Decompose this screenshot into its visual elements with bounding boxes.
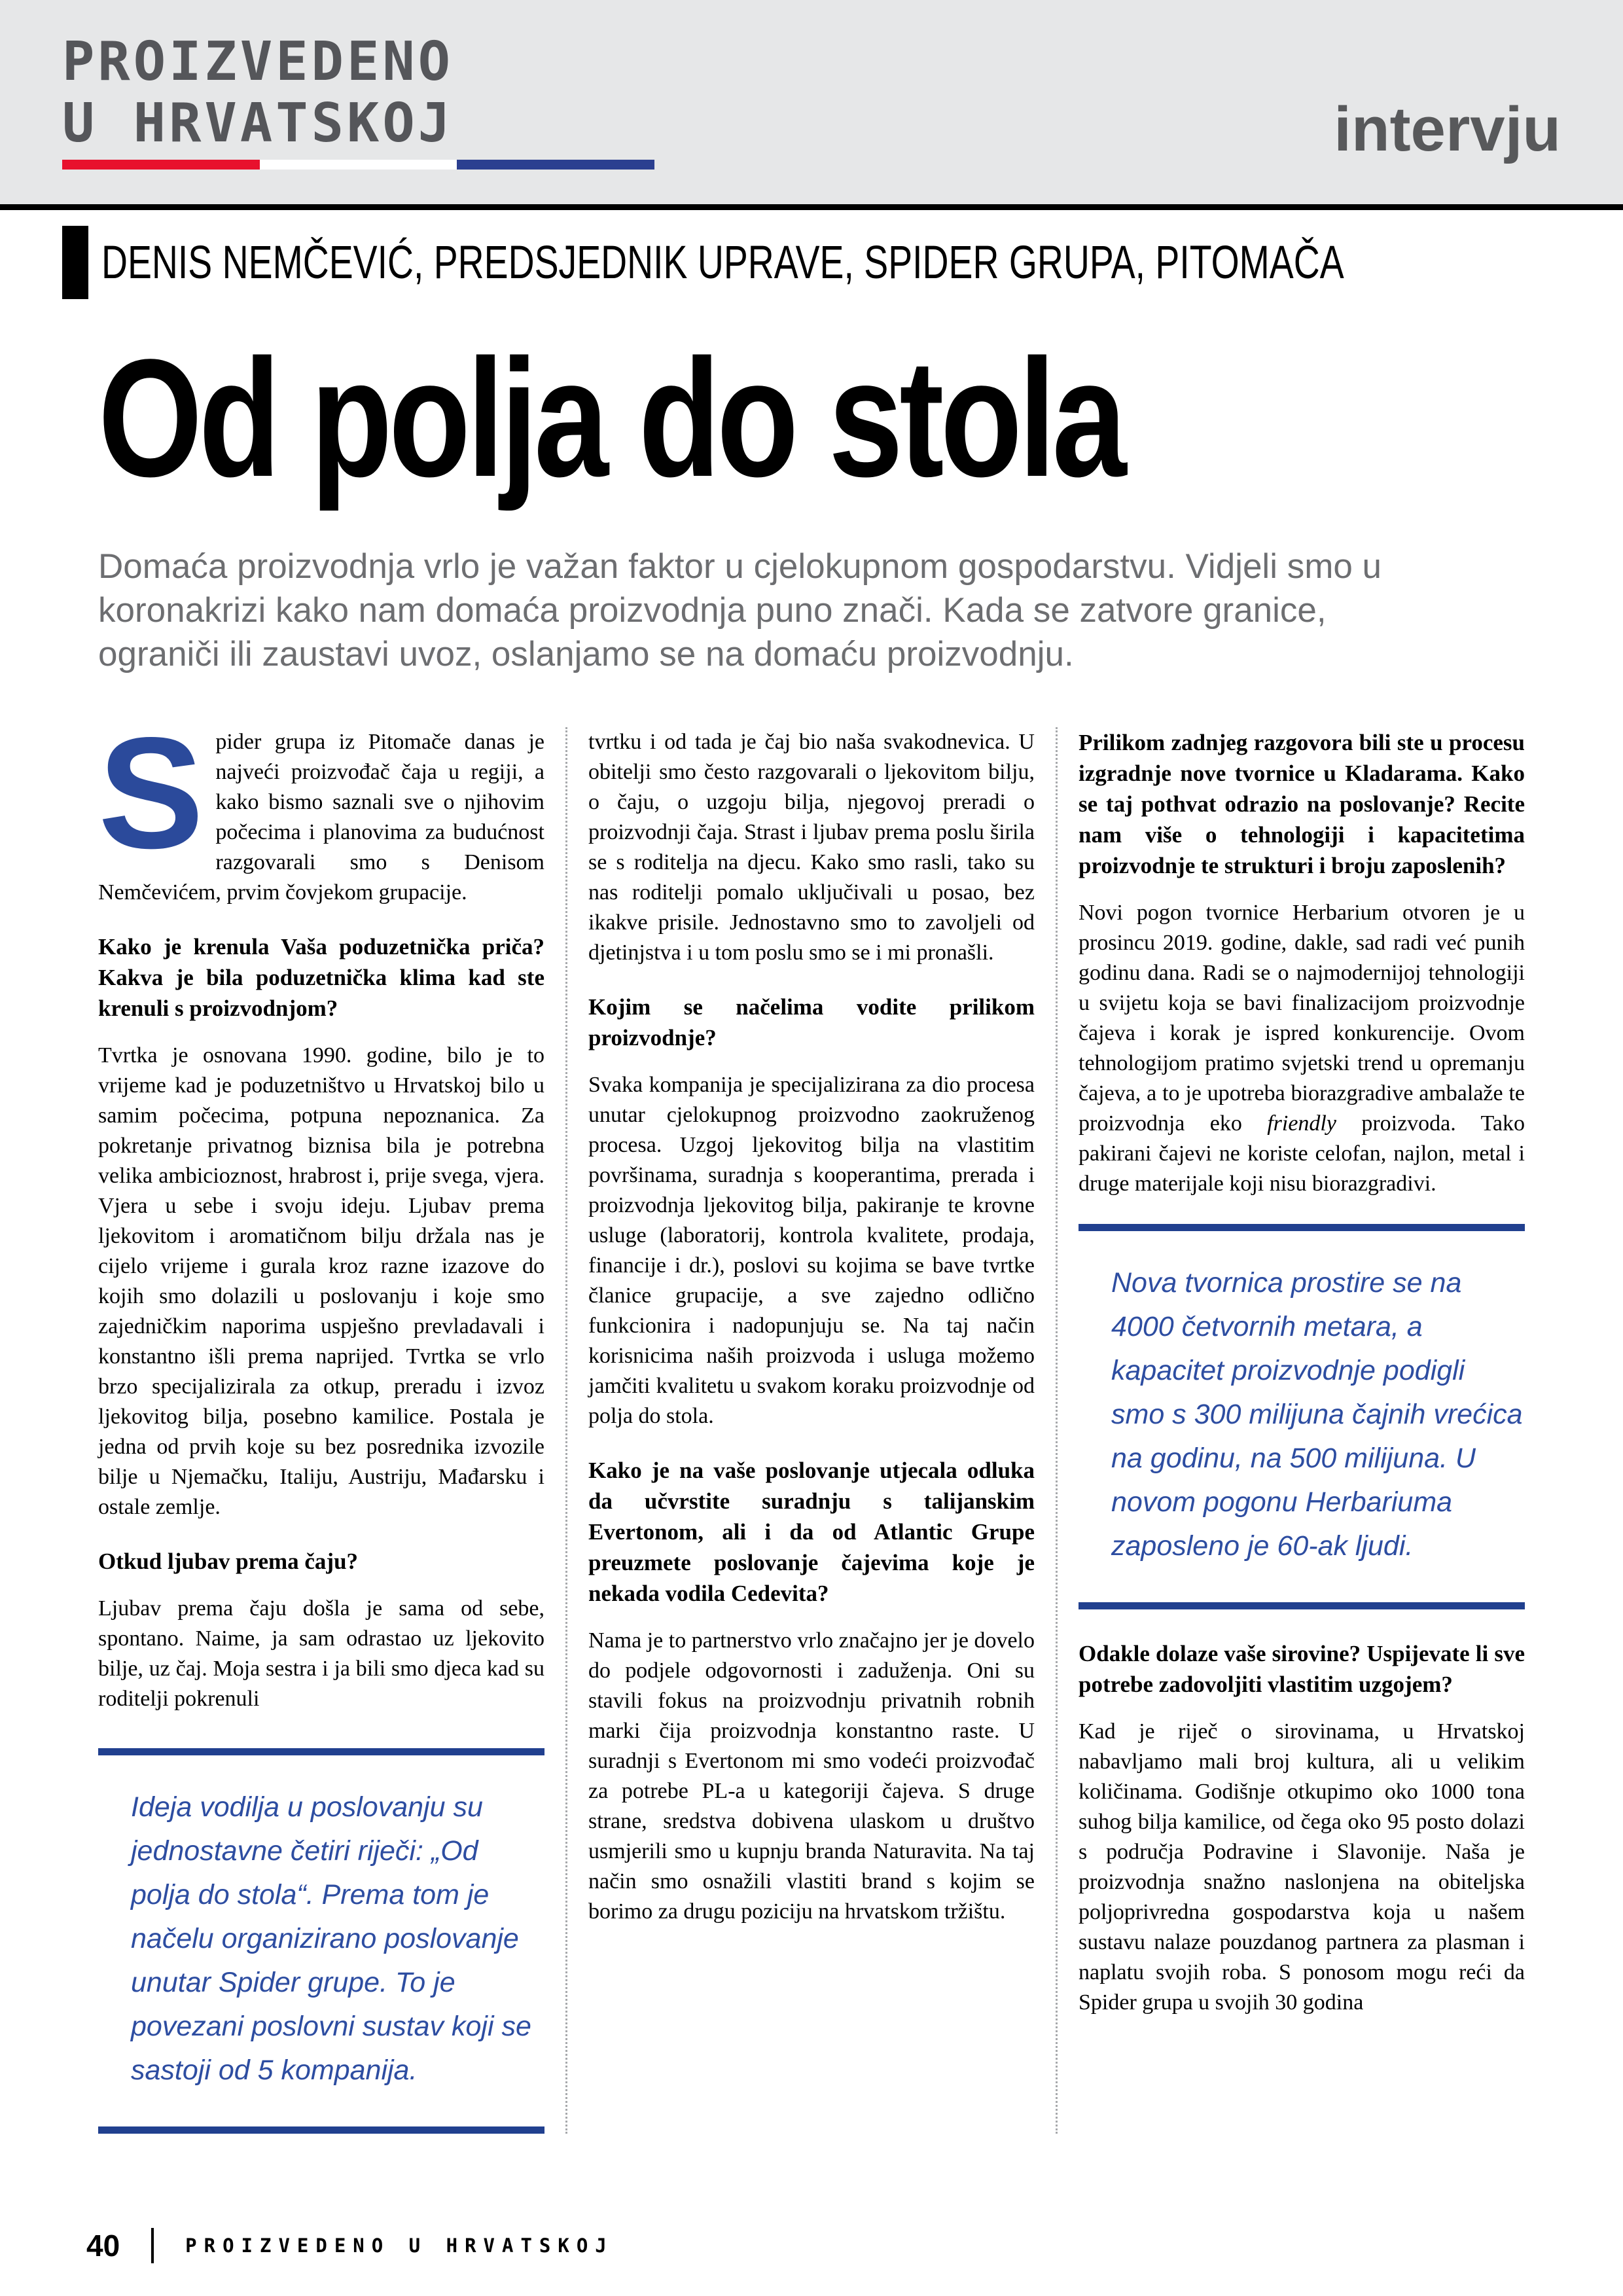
- kicker-bar: [62, 226, 88, 299]
- logo-text-line1: PROIZVEDENO: [62, 31, 454, 93]
- answer-5: [1079, 898, 1525, 1199]
- column-2: [565, 727, 1056, 2134]
- column-1: [98, 705, 565, 2134]
- flag-white-segment: [260, 160, 457, 170]
- question-1: Kako je krenula Vaša poduzetnička priča? Kakva je bila poduzetnička klima kad ste krenuli s proizvodnjom?: [98, 934, 544, 1022]
- question-3: Kojim se načelima vodite prilikom proizvodnje?: [588, 994, 1035, 1051]
- answer-5-text-end: proizvoda. Tako pakirani čajevi ne koriste celofan, najlon, metal i druge materijale koji nisu biorazgradivi.: [1079, 1111, 1525, 1196]
- kicker: [62, 226, 1525, 299]
- intro-paragraph: [98, 705, 544, 908]
- footer-divider: [151, 2228, 154, 2263]
- answer-2: Ljubav prema čaju došla je sama od sebe, spontano. Naime, ja sam odrastao uz ljekovito bilje, uz čaj. Moja sestra i ja bili smo djeca kad su roditelji pokrenuli: [98, 1596, 544, 1712]
- answer-2-continued: tvrtku i od tada je čaj bio naša svakodnevica. U obitelji smo često razgovarali o ljekovitom bilju, o čaju, o uzgoju bilja, njegovoj preradi o proizvodnji čaja. Strast i ljubav prema poslu širila se s roditelja na djecu. Kako smo rasli, tako su nas roditelji pomalo uključivali u posao, bez ikakve prisile. Jednostavno smo to zavoljeli od djetinjstva i u tom poslu smo se i mi pronašli.: [588, 730, 1035, 965]
- page-number: 40: [86, 2229, 120, 2263]
- question-5: Prilikom zadnjeg razgovora bili ste u procesu izgradnje nove tvornice u Kladarama. Kako se taj pothvat odrazio na poslovanje? Recite nam više o tehnologiji i kapacitetima proizvodnje te strukturi i broju zaposlenih?: [1079, 730, 1525, 879]
- lead-paragraph: Domaća proizvodnja vrlo je važan faktor u cjelokupnom gospodarstvu. Vidjeli smo u koronakrizi kako nam domaća proizvodnja puno znači. Kada se zatvore granice, ograniči ili zaustavi uvoz, oslanjamo se na domaću proizvodnju.: [98, 547, 1382, 674]
- article-columns: [98, 705, 1525, 2134]
- section-label: intervju: [1334, 94, 1561, 164]
- article-content: [0, 226, 1623, 2134]
- magazine-logo: [62, 31, 654, 170]
- answer-4: Nama je to partnerstvo vrlo značajno jer je dovelo do podjele odgovornosti i zaduženja. Oni su stavili fokus na proizvodnju privatnih robnih marki čija proizvodnja konstantno raste. U suradnji s Evertonom mi smo vodeći proizvođač za potrebe PL-a u kategoriji čajeva. S druge strane, sredstva dobivena ulaskom u društvo usmjerili smo u kupnju branda Naturavita. Na taj način smo osnažili vlastiti brand s kojim se borimo za drugu poziciju na hrvatskom tržištu.: [588, 1628, 1035, 1924]
- drop-cap: S: [98, 705, 204, 882]
- header-rule: [0, 204, 1623, 210]
- question-4: Kako je na vaše poslovanje utjecala odluka da učvrstite suradnju s talijanskim Evertonom, ali i da od Atlantic Grupe preuzmete poslovanje čajevima koje je nekada vodila Cedevita?: [588, 1458, 1035, 1607]
- flag-blue-segment: [457, 160, 654, 170]
- pull-quote-1-text: Ideja vodilja u poslovanju su jednostavne četiri riječi: „Od polja do stola“. Prema tom je načelu organizirano poslovanje unutar Spider grupe. To je povezani poslovni sustav koji se sastoji od 5 kompanija.: [131, 1791, 531, 2087]
- question-2: Otkud ljubav prema čaju?: [98, 1549, 359, 1575]
- question-6: Odakle dolaze vaše sirovine? Uspijevate li sve potrebe zadovoljiti vlastitim uzgojem?: [1079, 1641, 1525, 1698]
- answer-3: Svaka kompanija je specijalizirana za dio procesa unutar cjelokupnog proizvodno zaokruženog procesa. Uzgoj ljekovitog bilja na vlastitim površinama, suradnja s kooperantima, prerada i proizvodnja ljekovitog bilja, pakiranje te krovne usluge (laboratorij, kontrola kvalitete, prodaja, financije i dr.), poslovi su kojima se bave tvrtke članice grupacije, a sve zajedno odlično funkcionira i nadopunjuju se. Na taj način korisnicima naših proizvoda i usluga možemo jamčiti kvalitetu u svakom koraku proizvodnje od polja do stola.: [588, 1073, 1035, 1429]
- pull-quote-2: [1079, 1224, 1525, 1609]
- pull-quote-1: [98, 1748, 544, 2134]
- answer-1: Tvrtka je osnovana 1990. godine, bilo je to vrijeme kad je poduzetništvo u Hrvatskoj bilo u samim počecima, potpuna nepoznanica. Za pokretanje privatnog biznisa bila je potrebna velika ambicioznost, hrabrost i, prije svega, vjera. Vjera u sebe i svoju ideju. Ljubav prema ljekovitom i aromatičnom bilju držala nas je cijelo vrijeme i gurala kroz razne izazove do kojih smo dolazili u poslovanju i koje smo zajedničkim naporima uspješno prevladavali i konstantno išli prema naprijed. Tvrtka se vrlo brzo specijalizirala za otkup, preradu i izvoz ljekovitog bilja, posebno kamilice. Postala je jedna od prvih koje su bez posrednika izvozile bilje u Njemačku, Italiju, Austriju, Mađarsku i ostale zemlje.: [98, 1043, 544, 1520]
- answer-5-italic-word: friendly: [1267, 1111, 1336, 1136]
- pull-quote-2-text: Nova tvornica prostire se na 4000 četvornih metara, a kapacitet proizvodnje podigli smo s 300 milijuna čajnih vrećica na godinu, na 500 milijuna. U novom pogonu Herbariuma zaposleno je 60-ak ljudi.: [1111, 1267, 1523, 1562]
- flag-red-segment: [62, 160, 260, 170]
- flag-tricolor-bar: [62, 160, 654, 170]
- headline: Od polja do stola: [98, 325, 1123, 512]
- logo-text-line2: U HRVATSKOJ: [62, 92, 454, 154]
- header-band: [0, 0, 1623, 204]
- answer-5-text: Novi pogon tvornice Herbarium otvoren je u prosincu 2019. godine, dakle, sad radi već punih godinu dana. Radi se o najmodernijoj tehnologiji u svijetu koja se bavi finalizacijom proizvodnje čajeva i korak je ispred konkurencije. Ovom tehnologijom pratimo svjetski trend u opremanju čajeva, a to je upotreba biorazgradive ambalaže te proizvodnja eko: [1079, 901, 1525, 1136]
- footer: [0, 2228, 700, 2263]
- column-3: [1056, 727, 1525, 2134]
- footer-magazine-title: PROIZVEDENO U HRVATSKOJ: [185, 2234, 614, 2257]
- intro-text: pider grupa iz Pitomače danas je najveći proizvođač čaja u regiji, a kako bismo saznali sve o njihovim počecima i planovima za budućnost razgovarali smo s Denisom Nemčevićem, prvim čovjekom grupacije.: [98, 730, 544, 905]
- kicker-text: DENIS NEMČEVIĆ, PREDSJEDNIK UPRAVE, SPIDER GRUPA, PITOMAČA: [101, 236, 1344, 289]
- answer-6: Kad je riječ o sirovinama, u Hrvatskoj nabavljamo mali broj kultura, ali u velikim količinama. Godišnje otkupimo oko 1000 tona suhog bilja kamilice, od čega oko 95 posto dolazi s područja Podravine i Slavonije. Naša je proizvodnja snažno naslonjena na obiteljska poljoprivredna gospodarstva koja u našem sustavu nalaze pouzdanog partnera za plasman i naplatu svojih roba. S ponosom mogu reći da Spider grupa u svojih 30 godina: [1079, 1719, 1525, 2015]
